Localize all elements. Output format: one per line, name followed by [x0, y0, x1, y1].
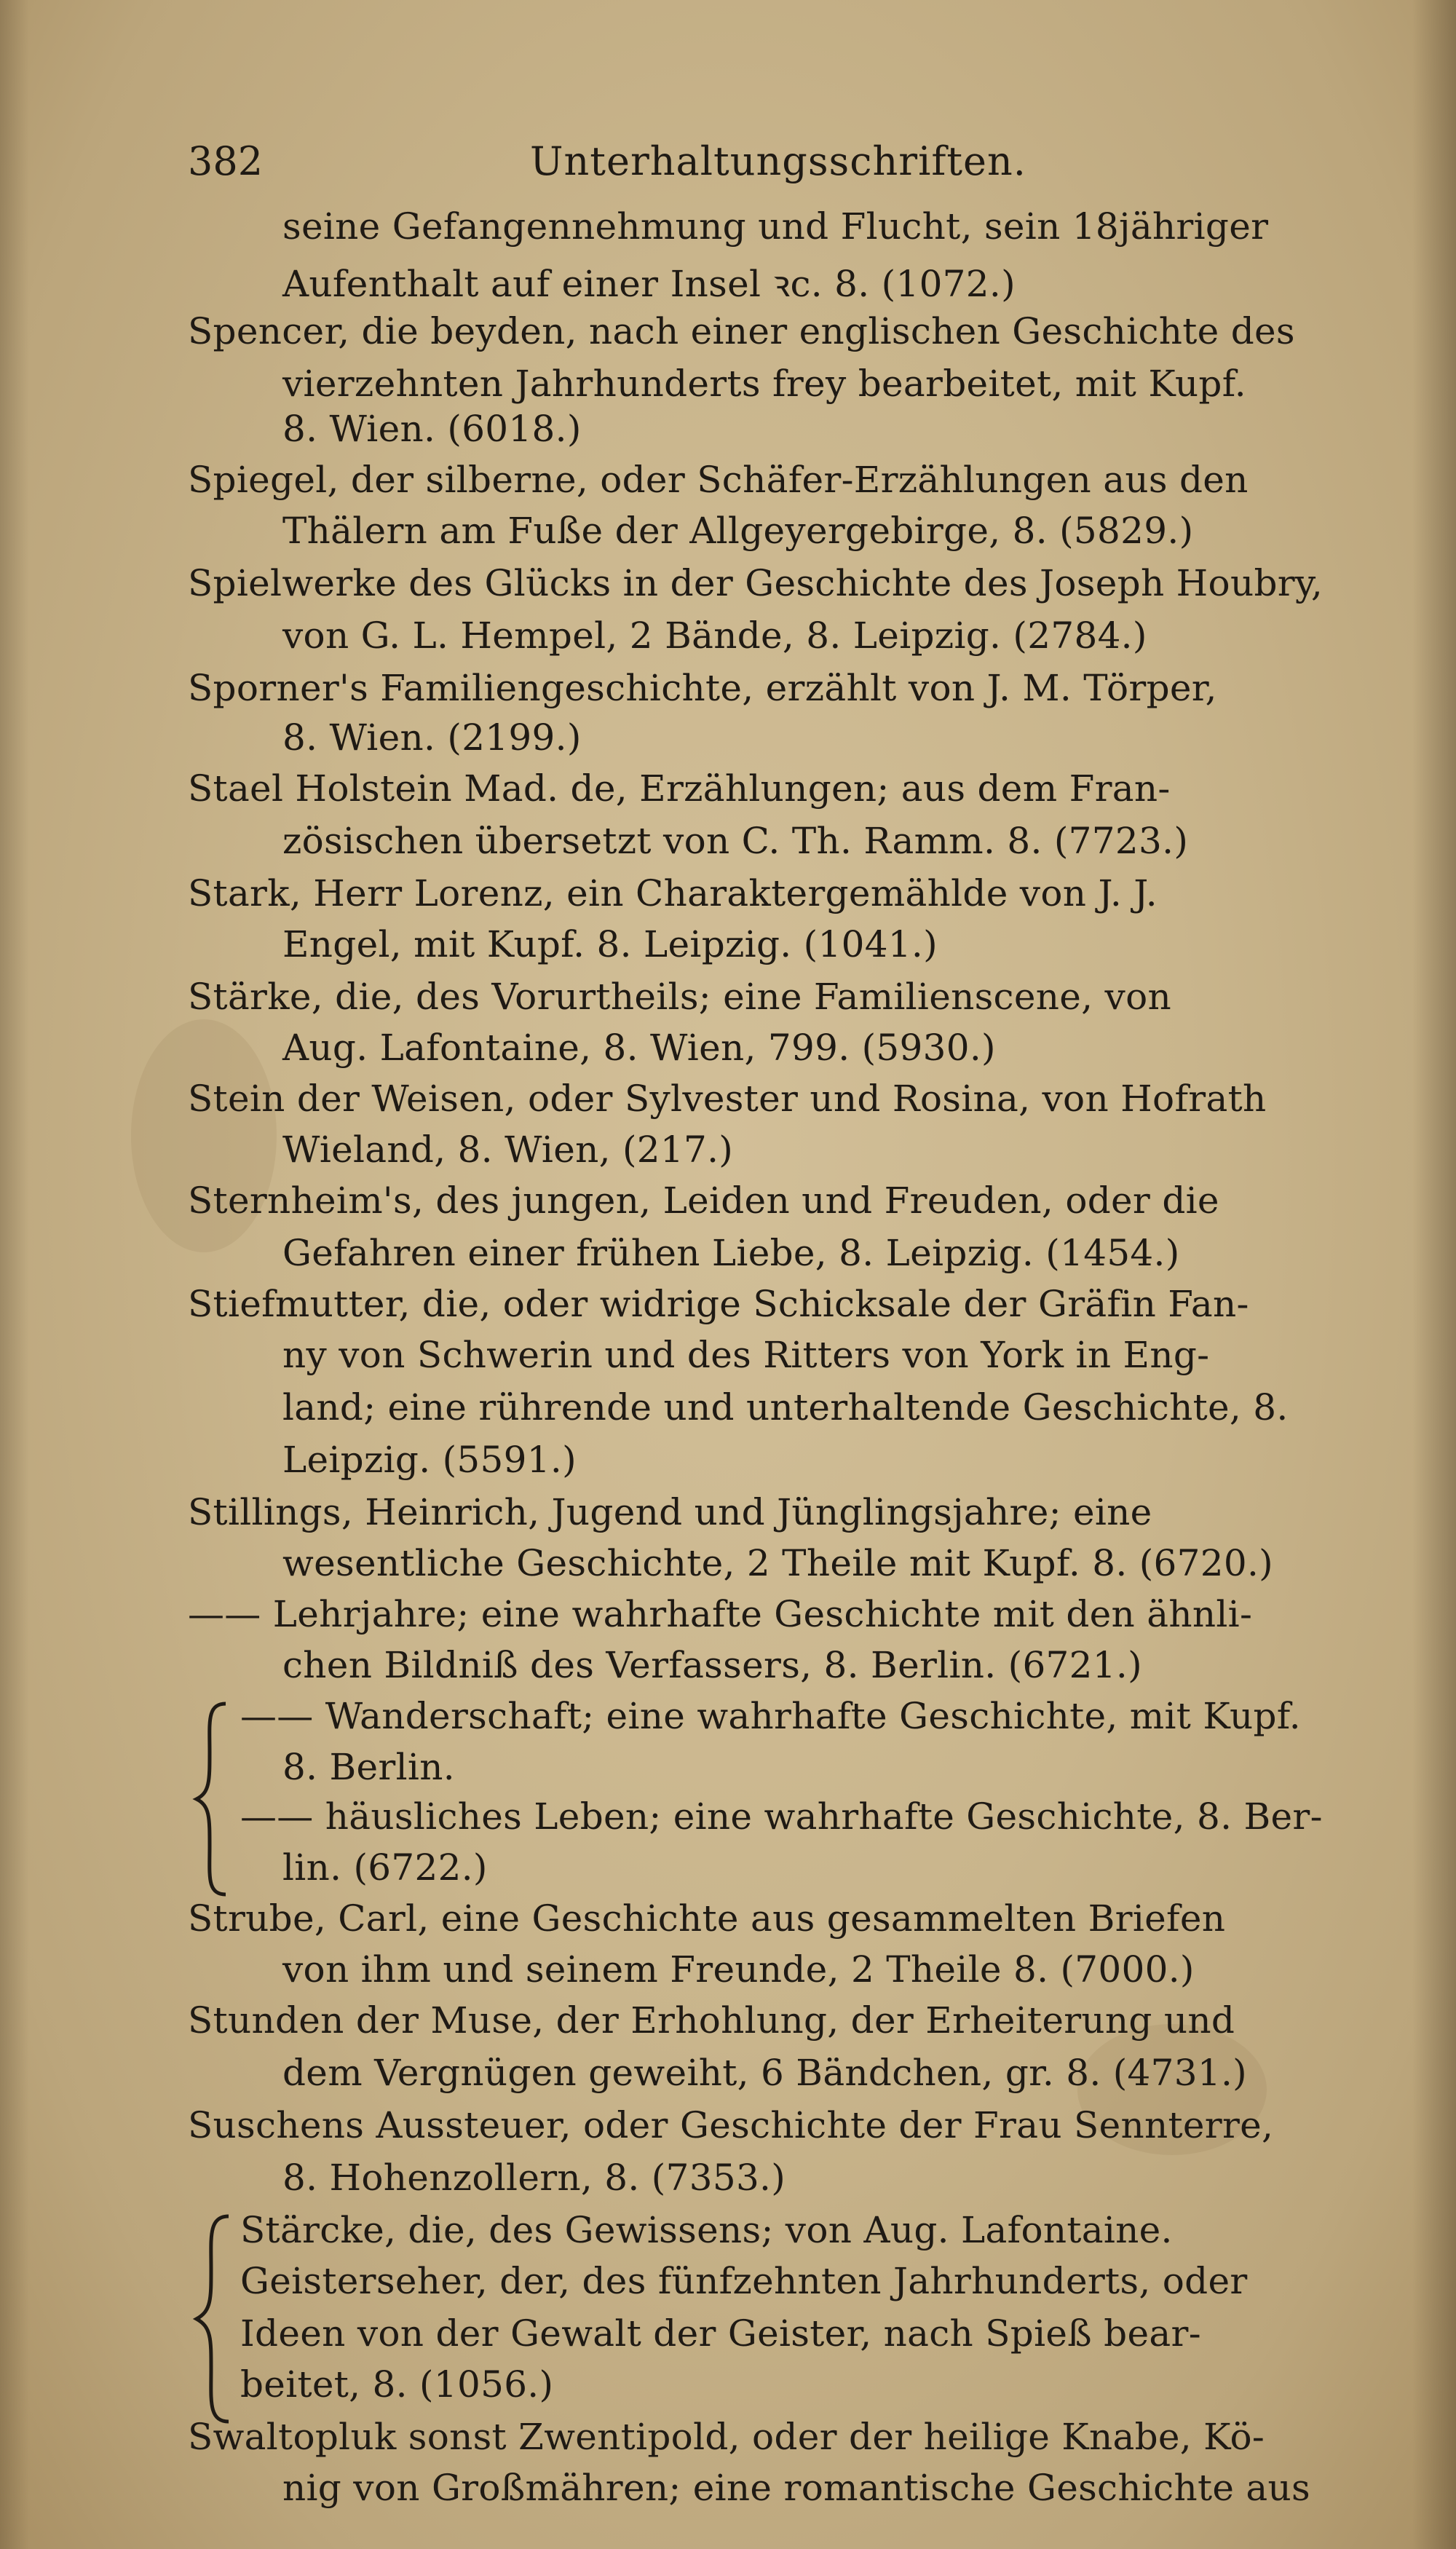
text-line: Stael Holstein Mad. de, Erzählungen; aus dem Fran- — [188, 767, 1171, 810]
text-line: Spencer, die beyden, nach einer englischen Geschichte des — [188, 310, 1295, 352]
text-line: —— häusliches Leben; eine wahrhafte Geschichte, 8. Ber- — [240, 1795, 1323, 1838]
text-line: 8. Hohenzollern, 8. (7353.) — [282, 2157, 786, 2199]
text-line: Spiegel, der silberne, oder Schäfer-Erzählungen aus den — [188, 459, 1249, 501]
text-line: Aug. Lafontaine, 8. Wien, 799. (5930.) — [282, 1027, 996, 1069]
text-line: Wieland, 8. Wien, (217.) — [282, 1129, 734, 1171]
text-line: nig von Großmähren; eine romantische Geschichte aus — [282, 2467, 1311, 2509]
text-line: Stein der Weisen, oder Sylvester und Rosina, von Hofrath — [188, 1078, 1267, 1120]
text-line: Stärcke, die, des Gewissens; von Aug. Lafontaine. — [240, 2209, 1173, 2251]
text-line: von ihm und seinem Freunde, 2 Theile 8. (7000.) — [282, 1948, 1195, 1991]
text-line: von G. L. Hempel, 2 Bände, 8. Leipzig. (2784.) — [282, 614, 1147, 657]
text-line: Swaltopluk sonst Zwentipold, oder der heilige Knabe, Kö- — [188, 2416, 1265, 2458]
text-line: —— Wanderschaft; eine wahrhafte Geschichte, mit Kupf. — [240, 1695, 1301, 1737]
text-line: Gefahren einer frühen Liebe, 8. Leipzig. (1454.) — [282, 1232, 1180, 1274]
text-line: Stark, Herr Lorenz, ein Charaktergemählde von J. J. — [188, 872, 1158, 914]
text-line: Geisterseher, der, des fünfzehnten Jahrhunderts, oder — [240, 2260, 1248, 2302]
text-line: —— Lehrjahre; eine wahrhafte Geschichte mit den ähnli- — [188, 1593, 1253, 1635]
text-line: Sternheim's, des jungen, Leiden und Freuden, oder die — [188, 1179, 1219, 1222]
text-line: beitet, 8. (1056.) — [240, 2363, 554, 2406]
text-line: land; eine rührende und unterhaltende Geschichte, 8. — [282, 1386, 1289, 1428]
text-line: Spielwerke des Glücks in der Geschichte des Joseph Houbry, — [188, 562, 1324, 604]
text-line: seine Gefangennehmung und Flucht, sein 18jähriger — [282, 205, 1269, 248]
text-line: 8. Berlin. — [282, 1746, 455, 1788]
text-line: Leipzig. (5591.) — [282, 1439, 577, 1481]
text-line: Ideen von der Gewalt der Geister, nach Spieß bear- — [240, 2312, 1201, 2355]
running-head: Unterhaltungsschriften. — [530, 138, 1026, 184]
text-line: Stunden der Muse, der Erhohlung, der Erheiterung und — [188, 1999, 1235, 2042]
text-line: zösischen übersetzt von C. Th. Ramm. 8. (7723.) — [282, 820, 1189, 862]
text-line: dem Vergnügen geweiht, 6 Bändchen, gr. 8. (4731.) — [282, 2052, 1247, 2094]
page-header — [188, 138, 1294, 197]
text-line: Sporner's Familiengeschichte, erzählt von J. M. Törper, — [188, 667, 1217, 709]
text-line: Aufenthalt auf einer Insel ꝛc. 8. (1072.) — [282, 263, 1016, 305]
text-line: Thälern am Fuße der Allgeyergebirge, 8. (5829.) — [282, 510, 1194, 552]
text-line: Suschens Aussteuer, oder Geschichte der Frau Sennterre, — [188, 2104, 1274, 2146]
text-line: ny von Schwerin und des Ritters von York in Eng- — [282, 1334, 1210, 1376]
text-line: wesentliche Geschichte, 2 Theile mit Kupf. 8. (6720.) — [282, 1542, 1273, 1584]
text-line: 8. Wien. (2199.) — [282, 716, 582, 759]
page-number: 382 — [188, 138, 264, 184]
curly-brace-icon — [191, 2213, 237, 2424]
text-line: chen Bildniß des Verfassers, 8. Berlin. (6721.) — [282, 1644, 1142, 1686]
text-line: Stiefmutter, die, oder widrige Schicksale der Gräfin Fan- — [188, 1283, 1249, 1325]
page-shadow-right — [1412, 0, 1456, 2549]
text-line: Stärke, die, des Vorurtheils; eine Familienscene, von — [188, 976, 1171, 1018]
text-line: Stillings, Heinrich, Jugend und Jünglingsjahre; eine — [188, 1491, 1152, 1533]
text-line: vierzehnten Jahrhunderts frey bearbeitet, mit Kupf. — [282, 363, 1246, 405]
curly-brace-icon — [191, 1701, 234, 1897]
text-line: Strube, Carl, eine Geschichte aus gesammelten Briefen — [188, 1897, 1226, 1940]
text-line: 8. Wien. (6018.) — [282, 408, 582, 450]
text-line: Engel, mit Kupf. 8. Leipzig. (1041.) — [282, 923, 938, 965]
text-line: lin. (6722.) — [282, 1846, 488, 1889]
page-shadow-left — [0, 0, 29, 2549]
